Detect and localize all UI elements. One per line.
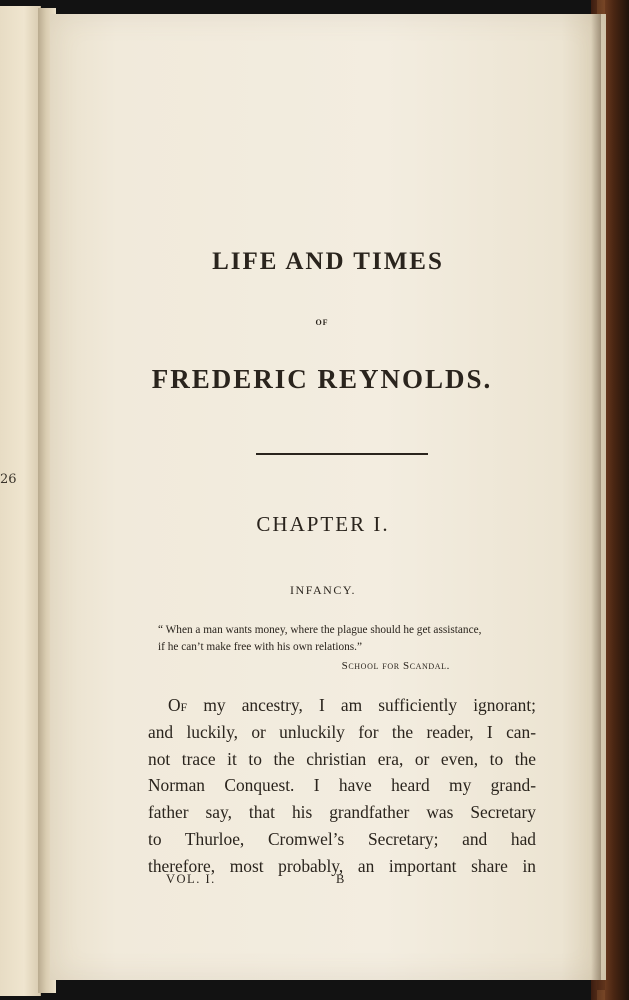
book-page xyxy=(50,14,606,980)
body-line: therefore, most probably, an important share in xyxy=(148,855,536,876)
volume-footer: VOL. I. xyxy=(166,872,216,886)
body-line: Norman Conquest. I have heard my grand- xyxy=(148,775,536,796)
chapter-subtitle: INFANCY. xyxy=(290,583,356,597)
left-facing-page xyxy=(0,6,41,996)
title-line-2: FREDERIC REYNOLDS. xyxy=(151,364,493,394)
title-of: OF xyxy=(315,318,329,327)
signature-mark: B xyxy=(336,872,346,886)
body-line: father say, that his grandfather was Secretary xyxy=(148,802,536,823)
body-line: and luckily, or unluckily for the reader, I can- xyxy=(148,721,536,742)
chapter-heading: CHAPTER I. xyxy=(256,512,390,536)
epigraph-attribution: School for Scandal. xyxy=(341,660,450,672)
title-rule-divider xyxy=(256,453,428,455)
body-line: Of my ancestry, I am sufficiently ignorant; xyxy=(168,695,536,715)
epigraph-line-1: “ When a man wants money, where the plague should he get assistance, xyxy=(158,624,482,636)
body-line: to Thurloe, Cromwel’s Secretary; and had xyxy=(148,828,536,849)
title-line-1: LIFE AND TIMES xyxy=(212,248,444,275)
opening-word: Of xyxy=(168,695,188,715)
page-edge-shadow xyxy=(591,14,601,980)
body-line: not trace it to the christian era, or even, to the xyxy=(148,748,536,769)
left-page-number: 26 xyxy=(0,472,17,487)
body-paragraph xyxy=(148,692,536,880)
epigraph-line-2: if he can’t make free with his own relations.” xyxy=(158,641,363,653)
epigraph-quote xyxy=(158,622,551,656)
